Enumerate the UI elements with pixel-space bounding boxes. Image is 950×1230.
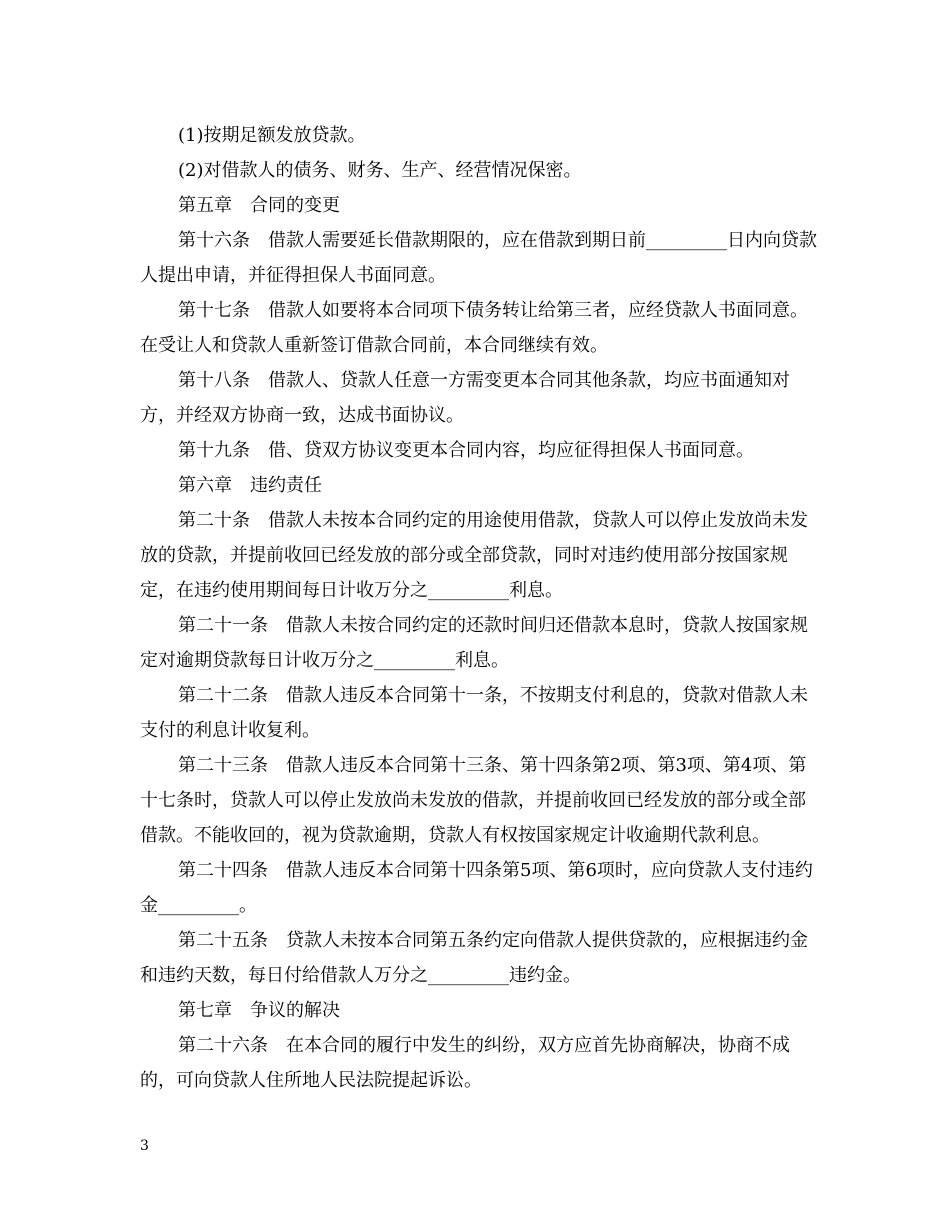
article-25: 第二十五条 贷款人未按本合同第五条约定向借款人提供贷款的，应根据违约金和违约天数，每日付给借款人万分之_________违约金。 bbox=[140, 930, 808, 986]
item-1: (1)按期足额发放贷款。 bbox=[178, 125, 366, 146]
article-26: 第二十六条 在本合同的履行中发生的纠纷，双方应首先协商解决，协商不成的，可向贷款人住所地人民法院提起诉讼。 bbox=[140, 1035, 790, 1091]
article-18: 第十八条 借款人、贷款人任意一方需变更本合同其他条款，均应书面通知对方，并经双方协商一致，达成书面协议。 bbox=[140, 370, 790, 426]
article-20: 第二十条 借款人未按本合同约定的用途使用借款，贷款人可以停止发放尚未发放的贷款，并提前收回已经发放的部分或全部贷款，同时对违约使用部分按国家规定，在违约使用期间每日计收万分之_________利息。 bbox=[140, 510, 808, 601]
chapter-7-heading: 第七章 争议的解决 bbox=[178, 1000, 340, 1021]
chapter-6-heading: 第六章 违约责任 bbox=[178, 475, 322, 496]
page-number: 3 bbox=[140, 1138, 149, 1154]
article-23: 第二十三条 借款人违反本合同第十三条、第十四条第2项、第3项、第4项、第十七条时，贷款人可以停止发放尚未发放的借款，并提前收回已经发放的部分或全部借款。不能收回的，视为贷款逾期，贷款人有权按国家规定计收逾期代款利息。 bbox=[140, 755, 807, 846]
article-21: 第二十一条 借款人未按合同约定的还款时间归还借款本息时，贷款人按国家规定对逾期贷款每日计收万分之_________利息。 bbox=[140, 615, 808, 671]
article-22: 第二十二条 借款人违反本合同第十一条，不按期支付利息的，贷款对借款人未支付的利息计收复利。 bbox=[140, 685, 808, 741]
article-16: 第十六条 借款人需要延长借款期限的，应在借款到期日前_________日内向贷款人提出申请，并征得担保人书面同意。 bbox=[140, 230, 817, 286]
body-text bbox=[140, 118, 820, 1098]
item-2: (2)对借款人的债务、财务、生产、经营情况保密。 bbox=[178, 160, 582, 181]
article-24: 第二十四条 借款人违反本合同第十四条第5项、第6项时，应向贷款人支付违约金_________。 bbox=[140, 860, 813, 916]
article-17: 第十七条 借款人如要将本合同项下债务转让给第三者，应经贷款人书面同意。在受让人和贷款人重新签订借款合同前，本合同继续有效。 bbox=[140, 300, 808, 356]
chapter-5-heading: 第五章 合同的变更 bbox=[178, 195, 340, 216]
article-19: 第十九条 借、贷双方协议变更本合同内容，均应征得担保人书面同意。 bbox=[178, 440, 754, 461]
